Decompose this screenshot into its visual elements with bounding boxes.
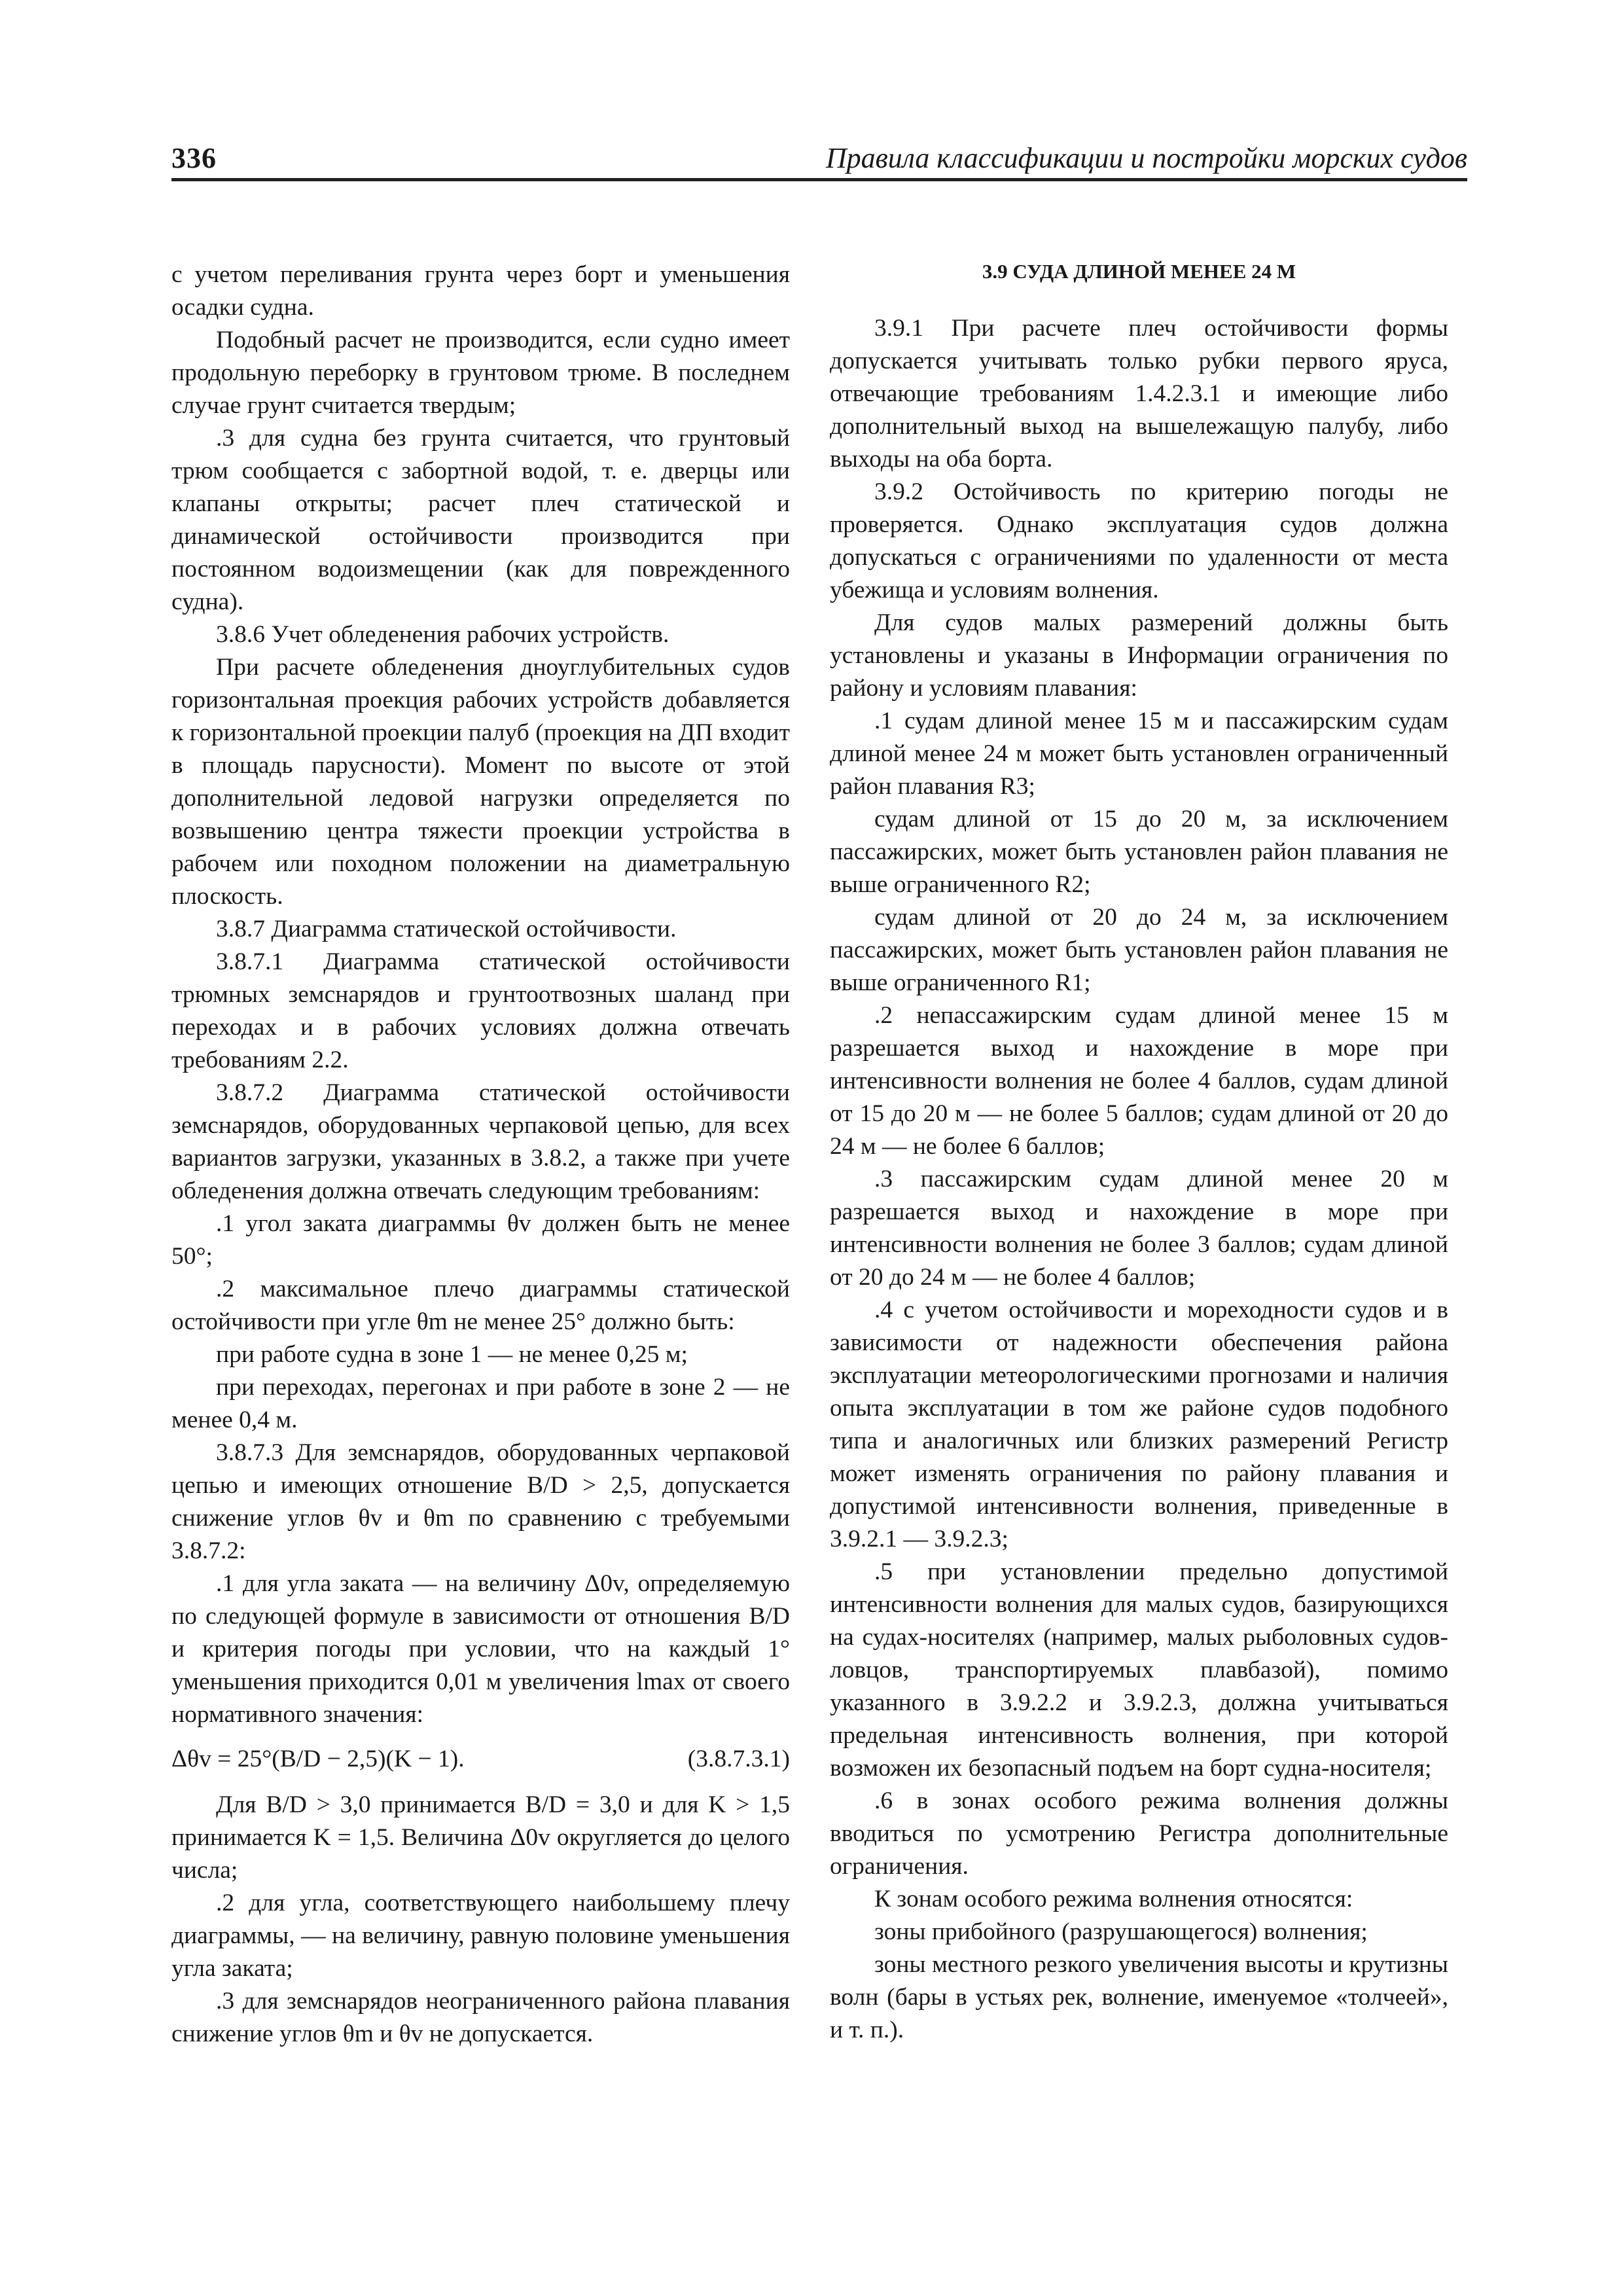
section-heading: 3.8.7 Диаграмма статической остойчивости. [216, 916, 677, 942]
list-item: .4 с учетом остойчивости и мореходности судов и в зависимости от надежности обеспечения района эксплуатации метеорологическими прогнозами и наличия опыта эксплуатации в том же районе судов подобного типа и аналогичных или близких размерений Регистр может изменять ограничения по району плавания и допустимой интенсивности волнения, приведенные в 3.9.2.1 — 3.9.2.3; [830, 1297, 1448, 1552]
list-item: .2 для угла, соответствующего наибольшему плечу диаграммы, — на величину, равную половине уменьшения угла заката; [171, 1890, 790, 1982]
list-item: .2 непассажирским судам длиной менее 15 м разрешается выход и нахождение в море при интенсивности волнения не более 4 баллов, судам длиной от 15 до 20 м — не более 5 баллов; судам длиной от 20 до 24 м — не более 6 баллов; [830, 1002, 1448, 1160]
formula-number: (3.8.7.3.1) [687, 1746, 790, 1772]
list-item: .1 для угла заката — на величину Δ0v, определяемую по следующей формуле в зависимости от отношения B/D и критерия погоды при условии, что на каждый 1° уменьшения приходится 0,01 м увеличения lmax от своего нормативного значения: [171, 1570, 790, 1728]
list-item: .5 при установлении предельно допустимой интенсивности волнения для малых судов, базирующихся на судах-носителях (например, малых рыболовных судов-ловцов, транспортируемых плавбазой), помимо указанного в 3.9.2.2 и 3.9.2.3, должна учитываться предельная интенсивность волнения, при которой возможен их безопасный подъем на борт судна-носителя; [830, 1558, 1448, 1782]
header-rule [171, 178, 1467, 181]
right-column [830, 259, 1448, 2047]
list-item: .6 в зонах особого режима волнения должны вводиться по усмотрению Регистра дополнительные ограничения. [830, 1787, 1448, 1880]
paragraph: судам длиной от 15 до 20 м, за исключением пассажирских, может быть установлен район плавания не выше ограниченного R2; [830, 806, 1448, 898]
paragraph: зоны местного резкого увеличения высоты и крутизны волн (бары в устьях рек, волнение, именуемое «толчеей», и т. п.). [830, 1951, 1448, 2043]
paragraph: 3.9.2 Остойчивость по критерию погоды не проверяется. Однако эксплуатация судов должна допускаться с ограничениями по удаленности от места убежища и условиям волнения. [830, 478, 1448, 603]
paragraph: с учетом переливания грунта через борт и уменьшения осадки судна. [171, 261, 790, 321]
section-heading: 3.8.6 Учет обледенения рабочих устройств. [216, 621, 669, 648]
paragraph: зоны прибойного (разрушающегося) волнения; [874, 1918, 1368, 1945]
formula [171, 1743, 790, 1776]
paragraph: 3.8.7.1 Диаграмма статической остойчивости трюмных земснарядов и грунтоотвозных шаланд при переходах и в рабочих условиях должна отвечать требованиям 2.2. [171, 948, 790, 1073]
page-number: 336 [171, 142, 217, 174]
page-header [171, 141, 1467, 181]
paragraph: .3 для судна без грунта считается, что грунтовый трюм сообщается с забортной водой, т. е. дверцы или клапаны открыты; расчет плеч статической и динамической остойчивости производится при постоянном водоизмещении (как для поврежденного судна). [171, 425, 790, 615]
paragraph: Для судов малых размерений должны быть установлены и указаны в Информации ограничения по району и условиям плавания: [830, 609, 1448, 702]
running-title: Правила классификации и постройки морских судов [825, 142, 1467, 174]
section-title: 3.9 СУДА ДЛИНОЙ МЕНЕЕ 24 М [982, 260, 1296, 283]
list-item: .2 максимальное плечо диаграммы статической остойчивости при угле θm не менее 25° должно быть: [171, 1276, 790, 1335]
paragraph: При расчете обледенения дноуглубительных судов горизонтальная проекция рабочих устройств добавляется к горизонтальной проекции палуб (проекция на ДП входит в площадь парусности). Момент по высоте от этой дополнительной ледовой нагрузки определяется по возвышению центра тяжести проекции устройства в рабочем или походном положении на диаметральную плоскость. [171, 654, 790, 910]
paragraph: Для B/D > 3,0 принимается B/D = 3,0 и для K > 1,5 принимается K = 1,5. Величина Δ0v округляется до целого числа; [171, 1791, 790, 1884]
list-item: .1 угол заката диаграммы θv должен быть не менее 50°; [171, 1210, 790, 1270]
paragraph: 3.9.1 При расчете плеч остойчивости формы допускается учитывать только рубки первого яруса, отвечающие требованиям 1.4.2.3.1 и имеющие либо дополнительный выход на вышележащую палубу, либо выходы на оба борта. [830, 315, 1448, 473]
left-column [171, 259, 790, 2051]
paragraph: при работе судна в зоне 1 — не менее 0,25 м; [216, 1341, 688, 1368]
paragraph: 3.8.7.3 Для земснарядов, оборудованных черпаковой цепью и имеющих отношение B/D > 2,5, допускается снижение углов θv и θm по сравнению с требуемыми 3.8.7.2: [171, 1439, 790, 1564]
paragraph: 3.8.7.2 Диаграмма статической остойчивости земснарядов, оборудованных черпаковой цепью, для всех вариантов загрузки, указанных в 3.8.2, а также при учете обледенения должна отвечать следующим требованиям: [171, 1079, 790, 1204]
list-item: .3 для земснарядов неограниченного района плавания снижение углов θm и θv не допускается. [171, 1988, 790, 2047]
paragraph: при переходах, перегонах и при работе в зоне 2 — не менее 0,4 м. [171, 1374, 790, 1433]
paragraph: судам длиной от 20 до 24 м, за исключением пассажирских, может быть установлен район плавания не выше ограниченного R1; [830, 904, 1448, 996]
list-item: .3 пассажирским судам длиной менее 20 м разрешается выход и нахождение в море при интенсивности волнения не более 3 баллов; судам длиной от 20 до 24 м — не более 4 баллов; [830, 1166, 1448, 1291]
formula-expression: Δθv = 25°(B/D − 2,5)(K − 1). [171, 1746, 465, 1772]
paragraph: Подобный расчет не производится, если судно имеет продольную переборку в грунтовом трюме. В последнем случае грунт считается твердым; [171, 327, 790, 419]
list-item: .1 судам длиной менее 15 м и пассажирским судам длиной менее 24 м может быть установлен ограниченный район плавания R3; [830, 708, 1448, 800]
paragraph: К зонам особого режима волнения относятся: [874, 1886, 1353, 1912]
